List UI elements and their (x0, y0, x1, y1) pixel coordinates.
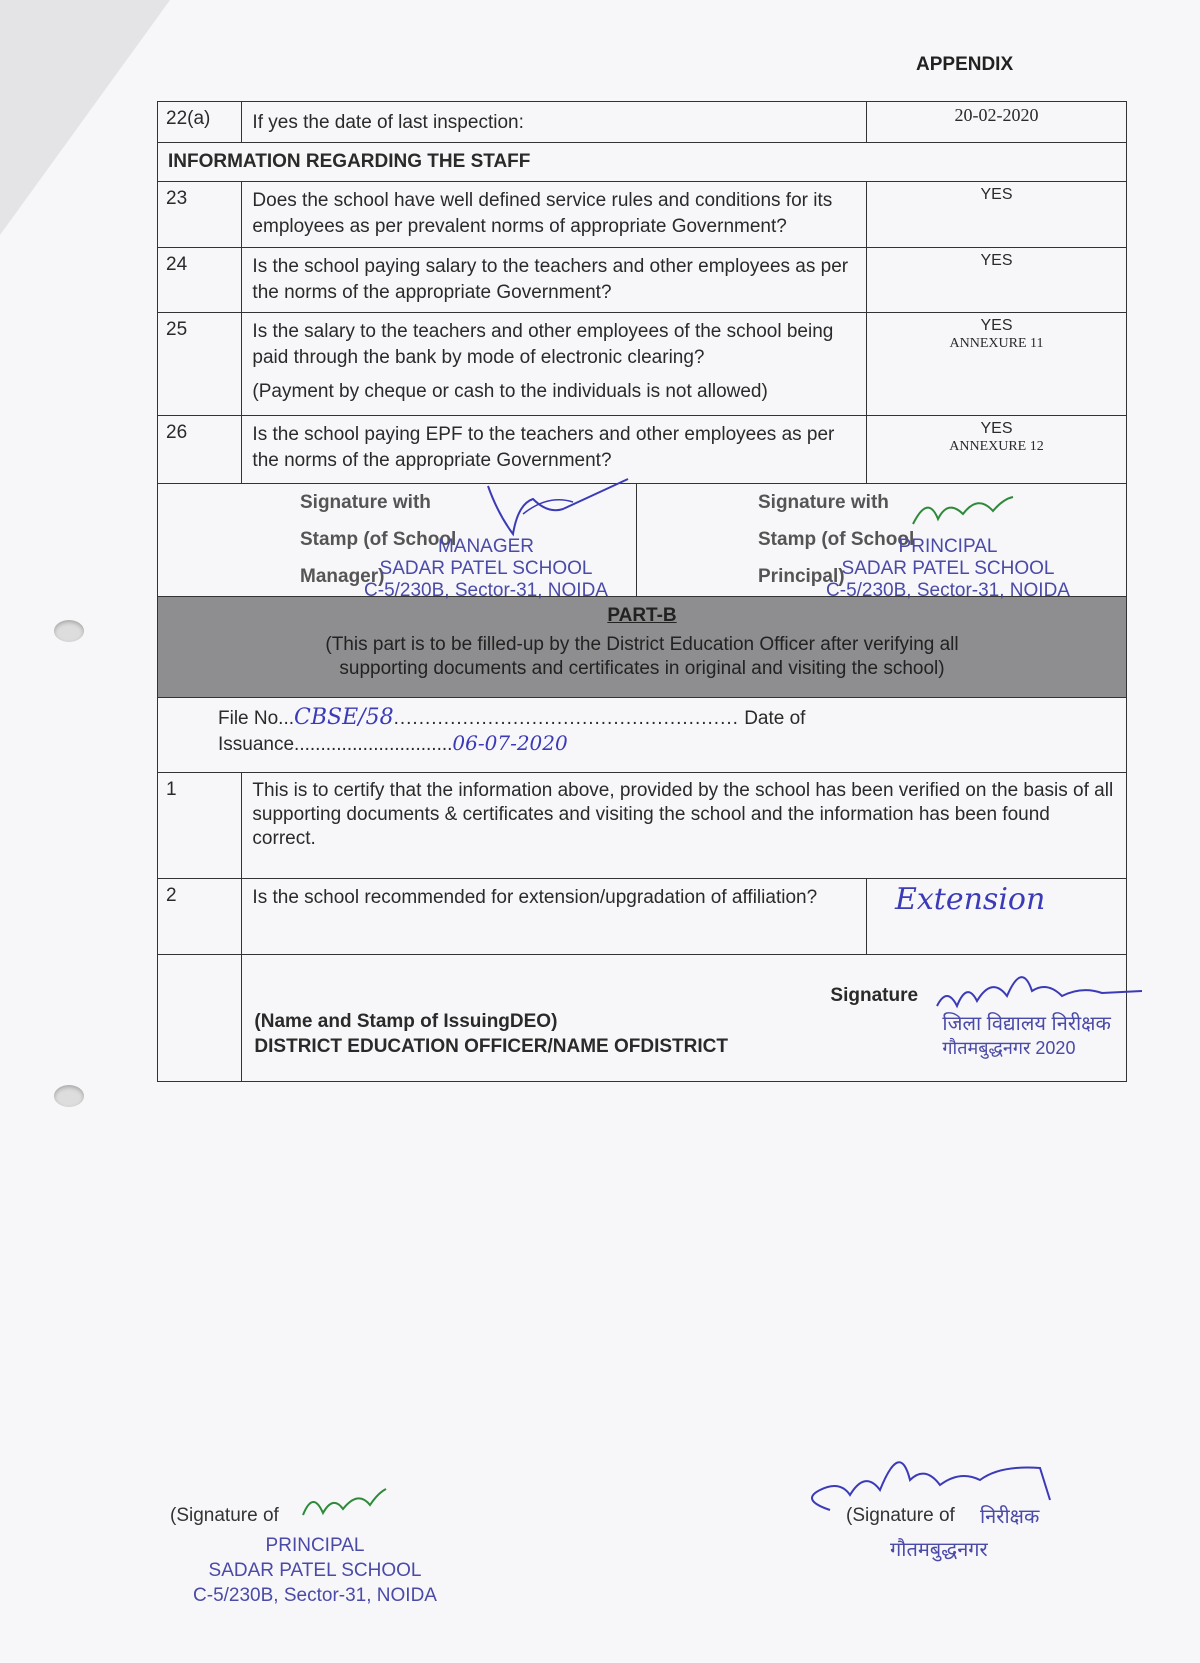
date-of-label: Date of (744, 708, 806, 729)
file-no-label: File No... (218, 708, 295, 729)
answer-value: YES (980, 252, 1013, 269)
table-row (158, 182, 1127, 248)
row-number: 25 (158, 313, 242, 416)
row-number: 26 (158, 416, 242, 484)
row-number: 22(a) (158, 102, 242, 143)
issuance-line: Issuance..............................06-07-2020 (218, 731, 568, 755)
deo-hindi-district: गौतमबुद्धनगर (942, 1038, 1031, 1058)
question-note: (Payment by cheque or cash to the individuals is not allowed) (252, 381, 768, 402)
manager-stamp-school: SADAR PATEL SCHOOL (379, 558, 593, 579)
answer-cell (866, 182, 1126, 248)
deo-name-stamp: (Name and Stamp of IssuingDEO) (254, 1011, 558, 1032)
row-number: 23 (158, 182, 242, 248)
question-text: If yes the date of last inspection: (242, 102, 867, 143)
deo-line: DISTRICT EDUCATION OFFICER/NAME OFDISTRICT (254, 1036, 728, 1057)
principal-stamp (798, 536, 1098, 602)
part-b-cell (158, 597, 1127, 698)
table-row (158, 248, 1127, 313)
answer-value: YES (980, 317, 1013, 334)
issuance-label: Issuance (218, 734, 295, 755)
row-number: 2 (158, 879, 242, 955)
question-text: Does the school have well defined service rules and conditions for its employees as per prevalent norms of appropriate Government? (242, 182, 867, 248)
deo-signature-scribble (932, 961, 1152, 1021)
file-number-line: File No...CBSE/58....................................................... Date of (218, 705, 806, 730)
principal-signature-scribble (908, 489, 1018, 534)
deo-signature-cell (242, 955, 1127, 1082)
annexure-label: ANNEXURE 12 (949, 439, 1044, 454)
part-b-title: PART-B (607, 605, 677, 626)
answer-value: YES (980, 420, 1013, 437)
footer-left-label: (Signature of (170, 1505, 279, 1526)
part-b-note: (This part is to be filled-up by the District Education Officer after verifying all supporting documents and certificates in original and visiting the school) (325, 634, 959, 679)
appendix-heading: APPENDIX (916, 54, 1014, 75)
footer-stamp-address: C-5/230B, Sector-31, NOIDA (193, 1585, 437, 1606)
deo-hindi-stamp-line2 (942, 1036, 1110, 1060)
file-number-cell (158, 698, 1127, 773)
question-cell (242, 313, 867, 416)
answer-value: YES (980, 186, 1013, 203)
principal-stamp-title: PRINCIPAL (898, 536, 998, 557)
question-text: Is the school paying salary to the teachers and other employees as per the norms of the appropriate Government? (242, 248, 867, 313)
footer-principal-stamp (170, 1533, 460, 1608)
file-no-value: CBSE/58 (294, 705, 394, 730)
table-row (158, 143, 1127, 182)
table-row (158, 102, 1127, 143)
table-row (158, 773, 1127, 879)
deo-hindi-stamp-line1: जिला विद्यालय निरीक्षक (942, 1013, 1111, 1035)
footer-principal-scribble (298, 1485, 388, 1525)
manager-stamp-address: C-5/230B, Sector-31, NOIDA (364, 580, 608, 601)
principal-label-line2: Stamp (of School (758, 529, 915, 550)
principal-stamp-address: C-5/230B, Sector-31, NOIDA (826, 580, 1070, 601)
manager-stamp-title: MANAGER (437, 536, 535, 557)
page-fold (0, 0, 170, 235)
principal-label-line1: Signature with (758, 492, 889, 513)
manager-stamp (336, 536, 636, 602)
signature-cell (158, 484, 1127, 601)
answer-cell (866, 248, 1126, 313)
footer-hindi-stamp-1: निरीक्षक (980, 1506, 1040, 1528)
recommend-answer: Extension (894, 882, 1046, 917)
deo-signature-label: Signature (830, 985, 919, 1006)
answer-cell (866, 416, 1126, 484)
form-table (157, 101, 1127, 1082)
issuance-value: 06-07-2020 (452, 731, 568, 755)
principal-label-line3: Principal) (758, 566, 845, 587)
staff-heading: INFORMATION REGARDING THE STAFF (158, 143, 1127, 182)
row-number: 1 (158, 773, 242, 879)
row-number: 24 (158, 248, 242, 313)
deo-signature-row (158, 955, 1127, 1082)
certify-text-end: correct. (252, 828, 316, 849)
table-row (158, 313, 1127, 416)
signature-row (158, 484, 1127, 597)
question-text: Is the salary to the teachers and other employees of the school being paid through the bank by mode of electronic clearing? (252, 321, 834, 368)
question-text: Is the school paying EPF to the teachers and other employees as per the norms of the appropriate Government? (242, 416, 867, 484)
annexure-label: ANNEXURE 11 (949, 336, 1044, 351)
manager-label-line3: Manager) (300, 566, 385, 587)
footer-deo-scribble (800, 1440, 1060, 1520)
manager-label-line2: Stamp (of School (300, 529, 457, 550)
recommend-answer-cell (866, 879, 1126, 955)
answer-date: 20-02-2020 (866, 102, 1126, 143)
certify-cell (242, 773, 1127, 879)
manager-label-line1: Signature with (300, 492, 431, 513)
punch-hole-top (54, 620, 84, 642)
table-row (158, 416, 1127, 484)
deo-empty-cell (158, 955, 242, 1082)
footer-right-label: (Signature of (846, 1505, 955, 1526)
footer-stamp-title: PRINCIPAL (265, 1535, 365, 1556)
deo-hindi-year: 2020 (1035, 1038, 1076, 1058)
principal-stamp-school: SADAR PATEL SCHOOL (841, 558, 1055, 579)
recommend-text: Is the school recommended for extension/upgradation of affiliation? (242, 879, 867, 955)
footer-hindi-stamp-2: गौतमबुद्धनगर (890, 1539, 988, 1561)
answer-cell (866, 313, 1126, 416)
table-row (158, 879, 1127, 955)
footer-stamp-school: SADAR PATEL SCHOOL (208, 1560, 422, 1581)
part-b-band (158, 597, 1127, 698)
manager-signature-scribble (478, 484, 638, 544)
file-number-row (158, 698, 1127, 773)
certify-text: This is to certify that the information above, provided by the school has been verified on the basis of all supporting documents & certificates and visiting the school and the information has been found (252, 780, 1114, 825)
punch-hole-bottom (54, 1085, 84, 1107)
